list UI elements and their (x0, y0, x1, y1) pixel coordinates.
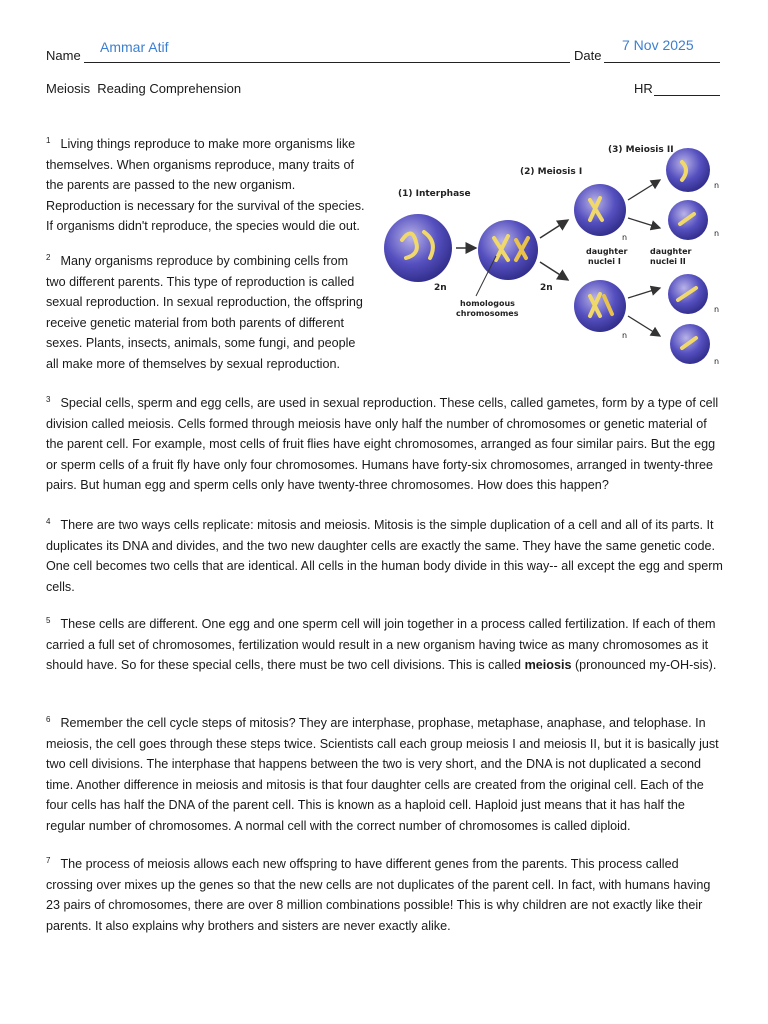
daughter-cell-2c (668, 274, 708, 314)
paragraph-6 (46, 710, 726, 836)
paragraph-2 (46, 248, 368, 374)
label-interphase: (1) Interphase (398, 189, 471, 199)
label-nuclei-2: nuclei II (650, 257, 686, 266)
arrow-5 (628, 218, 660, 228)
paragraph-text: Many organisms reproduce by combining cells from two different parents. This type of reproduction is called sexual reproduction. In sexual reproduction, the offspring receive genetic material from both parents of different sexes. Plants, insects, animals, some fungi, and people all make more of themselves by sexual reproduction. (46, 254, 363, 371)
paragraph-number: 6 (46, 715, 51, 724)
daughter-cell-1b (574, 280, 626, 332)
paragraph-7 (46, 851, 726, 936)
daughter-cell-1a (574, 184, 626, 236)
paragraph-text: There are two ways cells replicate: mitosis and meiosis. Mitosis is the simple duplication of a cell and all of its parts. It duplicates its DNA and divides, and the two new daughter cells are exactly the same. They have the same genetic code. One cell becomes two cells that are identical. All cells in the human body divide in this way-- all except the egg and sperm cells. (46, 518, 723, 594)
arrow-6 (628, 288, 660, 298)
label-n: n (714, 357, 720, 366)
label-meiosis-1: (2) Meiosis I (520, 167, 583, 177)
label-2n-left: 2n (434, 283, 447, 293)
paragraph-number: 3 (46, 395, 51, 404)
label-daughter-2: daughter (650, 247, 692, 256)
meiosis-diagram (378, 128, 728, 373)
paragraph-number: 4 (46, 517, 51, 526)
paragraph-4 (46, 512, 726, 597)
hr-field[interactable] (654, 95, 720, 96)
name-label: Name (46, 48, 81, 63)
label-n: n (714, 181, 720, 190)
date-field[interactable]: 7 Nov 2025 (622, 37, 694, 53)
label-n: n (622, 233, 628, 242)
arrow-4 (628, 180, 660, 200)
paragraph-text: Special cells, sperm and egg cells, are used in sexual reproduction. These cells, called gametes, form by a type of cell division called meiosis. Cells formed through meiosis have only half the number of chromosomes or genetic material of the parent cell. For example, most cells of fruit flies have eight chromosomes, arranged as four similar pairs. But the egg or sperm cells of a fruit fly have only four chromosomes. Humans have forty-six chromosomes, arranged in twenty-three pairs. But human egg and sperm cells only have twenty-three chromosomes. How does this happen? (46, 396, 719, 493)
label-2n-right: 2n (540, 283, 553, 293)
paragraph-number: 2 (46, 253, 51, 262)
daughter-cell-2b (668, 200, 708, 240)
label-chromosomes: chromosomes (456, 309, 519, 318)
paragraph-number: 1 (46, 136, 51, 145)
paragraph-text: The process of meiosis allows each new offspring to have different genes from the parents. This process called crossing over mixes up the genes so that the new cells are not duplicates of the parent cell. In fact, with humans having 23 pairs of chromosomes, there are over 8 million combinations possible! This is why children are not exactly like their parents. It also explains why brothers and sisters are never exactly alike. (46, 857, 711, 933)
meiosis-term: meiosis (524, 658, 572, 673)
label-nuclei-1: nuclei I (588, 257, 621, 266)
arrow-2 (540, 220, 568, 238)
paragraph-number: 7 (46, 856, 51, 865)
name-field[interactable]: Ammar Atif (100, 39, 169, 55)
parent-cell (384, 214, 452, 282)
paragraph-text: (pronounced my-OH-sis). (574, 658, 717, 673)
label-n: n (622, 331, 628, 340)
paragraph-1 (46, 131, 368, 237)
paragraph-3 (46, 390, 726, 496)
daughter-cell-2a (666, 148, 710, 192)
date-label: Date (574, 48, 602, 63)
label-n: n (714, 229, 720, 238)
page-title: Meiosis Reading Comprehension (46, 81, 242, 96)
paragraph-text: Living things reproduce to make more organisms like themselves. When organisms reproduce, many traits of the parents are passed to the new organism. Reproduction is necessary for the survival of the species. If organisms didn't reproduce, the species would die out. (46, 137, 365, 234)
label-homologous: homologous (460, 299, 515, 308)
paragraph-number: 5 (46, 616, 51, 625)
name-line (84, 62, 570, 63)
arrow-7 (628, 316, 660, 336)
paragraph-5 (46, 611, 726, 676)
paragraph-text: These cells are different. One egg and one sperm cell will join together in a process called fertilization. If each of them carried a full set of chromosomes, fertilization would result in a new organism having twice as many chromosomes as it should have. So for these special cells, there must be two cell divisions. This is called (46, 617, 716, 673)
label-daughter-1: daughter (586, 247, 628, 256)
daughter-cell-2d (670, 324, 710, 364)
paragraph-text: Remember the cell cycle steps of mitosis? They are interphase, prophase, metaphase, anaphase, and telophase. In meiosis, the cell goes through these steps twice. Scientists call each group meiosis I and meiosis II, but it is basically just two cell divisions. The interphase that happens between the two is very short, and the DNA is not duplicated a second time. Another difference in meiosis and mitosis is that four daughter cells are created from the original cell. Each of the four cells has half the DNA of the parent cell. This is known as a haploid cell. Haploid just means that it has half the regular number of chromosomes. A normal cell with the correct number of chromosomes is called diploid. (46, 716, 719, 833)
date-line (604, 62, 720, 63)
hr-label: HR (634, 81, 653, 96)
arrow-3 (540, 262, 568, 280)
label-meiosis-2: (3) Meiosis II (608, 145, 674, 155)
label-n: n (714, 305, 720, 314)
meiosis-1-cell (478, 220, 538, 280)
